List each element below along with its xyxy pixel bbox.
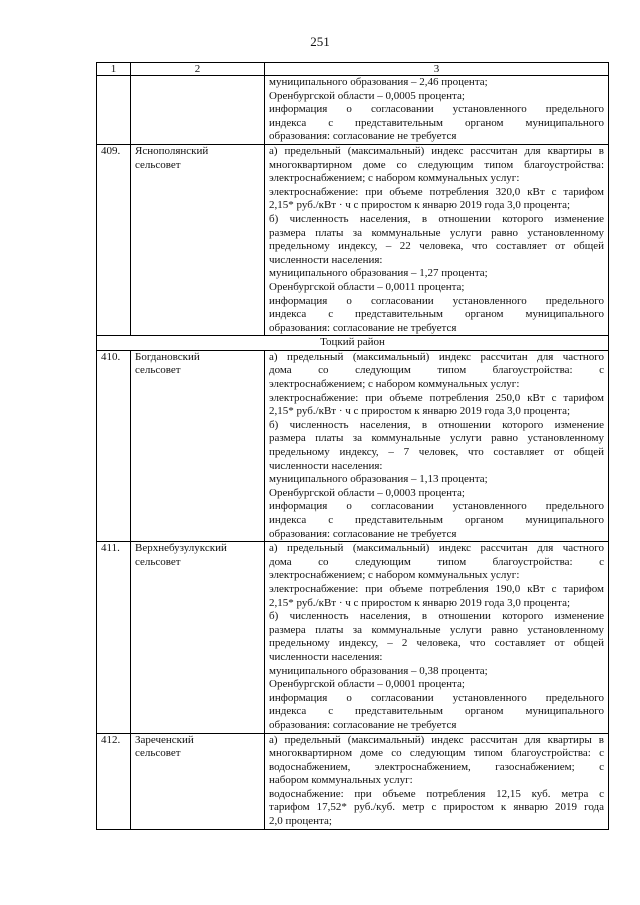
description-line: а) предельный (максимальный) индекс рассчитан для квартиры в bbox=[269, 733, 604, 746]
row-number: 409. bbox=[97, 144, 131, 335]
description-line: размера платы за коммунальные услуги равно установленному bbox=[269, 226, 604, 239]
row-number: 411. bbox=[97, 542, 131, 733]
description-line: набором коммунальных услуг: bbox=[269, 774, 413, 787]
description-line: численности населения: bbox=[269, 253, 383, 266]
table-header-row bbox=[97, 63, 609, 76]
page-number: 251 bbox=[310, 34, 330, 49]
description-line: а) предельный (максимальный) индекс рассчитан для частного bbox=[269, 350, 604, 363]
municipality-name-line: сельсовет bbox=[135, 555, 181, 568]
description-line: электроснабжением; с набором коммунальных услуг: bbox=[269, 378, 520, 391]
description-line: информация о согласовании установленного предельного bbox=[269, 500, 604, 513]
index-description bbox=[265, 350, 609, 541]
description-line: предельному индексу, – 22 человека, что составляет от общей bbox=[269, 240, 604, 253]
description-line: 2,0 процента; bbox=[269, 815, 332, 828]
municipality-name bbox=[131, 542, 265, 733]
description-line: предельному индексу, – 2 человека, что составляет от общей bbox=[269, 637, 604, 650]
description-line: дома со следующим типом благоустройства: с bbox=[269, 555, 604, 568]
description-line: размера платы за коммунальные услуги равно установленному bbox=[269, 432, 604, 445]
index-description bbox=[265, 733, 609, 829]
row-number bbox=[97, 76, 131, 145]
description-line: электроснабжение: при объеме потребления 190,0 кВт с тарифом bbox=[269, 582, 604, 595]
municipality-name-line: сельсовет bbox=[135, 158, 181, 171]
district-section-row bbox=[97, 336, 609, 351]
table-row bbox=[97, 144, 609, 335]
description-line: 2,15* руб./кВт · ч с приростом к январю 2019 года 3,0 процента; bbox=[269, 596, 571, 609]
description-line: образования: согласование не требуется bbox=[269, 321, 457, 334]
description-line: многоквартирном доме со следующим типом благоустройства: bbox=[269, 158, 604, 171]
municipality-name-line: Богдановский bbox=[135, 350, 200, 363]
municipality-name-line: сельсовет bbox=[135, 364, 181, 377]
municipality-name-line: Верхнебузулукский bbox=[135, 542, 227, 555]
index-description bbox=[265, 144, 609, 335]
municipality-name-line: сельсовет bbox=[135, 747, 181, 760]
continuation-row bbox=[97, 76, 609, 145]
header-col-2: 2 bbox=[131, 63, 265, 76]
description-line: Оренбургской области – 0,0003 процента; bbox=[269, 486, 465, 499]
limit-index-table bbox=[96, 62, 609, 830]
description-line: численности населения: bbox=[269, 650, 383, 663]
municipality-name bbox=[131, 733, 265, 829]
row-number: 410. bbox=[97, 350, 131, 541]
district-title: Тоцкий район bbox=[97, 336, 609, 351]
description-line: численности населения: bbox=[269, 459, 383, 472]
description-line: информация о согласовании установленного предельного bbox=[269, 103, 604, 116]
description-line: водоснабжение: при объеме потребления 12,15 куб. метра с bbox=[269, 787, 604, 800]
index-description bbox=[265, 76, 609, 145]
header-col-1: 1 bbox=[97, 63, 131, 76]
description-line: электроснабжением; с набором коммунальных услуг: bbox=[269, 569, 520, 582]
description-line: а) предельный (максимальный) индекс рассчитан для частного bbox=[269, 542, 604, 555]
description-line: муниципального образования – 2,46 процента; bbox=[269, 76, 488, 88]
description-line: б) численность населения, в отношении которого изменение bbox=[269, 212, 604, 225]
description-line: размера платы за коммунальные услуги равно установленному bbox=[269, 623, 604, 636]
municipality-name bbox=[131, 144, 265, 335]
index-description bbox=[265, 542, 609, 733]
description-line: информация о согласовании установленного предельного bbox=[269, 691, 604, 704]
municipality-name bbox=[131, 76, 265, 145]
description-line: многоквартирном доме со следующим типом благоустройства: с bbox=[269, 747, 604, 760]
description-line: индекса с представительным органом муниципального bbox=[269, 116, 604, 129]
description-line: муниципального образования – 0,38 процента; bbox=[269, 664, 488, 677]
description-line: информация о согласовании установленного предельного bbox=[269, 294, 604, 307]
municipality-name-line: Зареченский bbox=[135, 733, 194, 746]
table-row bbox=[97, 733, 609, 829]
description-line: Оренбургской области – 0,0011 процента; bbox=[269, 280, 465, 293]
description-line: Оренбургской области – 0,0005 процента; bbox=[269, 89, 465, 102]
description-line: а) предельный (максимальный) индекс рассчитан для квартиры в bbox=[269, 144, 604, 157]
description-line: водоснабжением, электроснабжением, газоснабжением; с bbox=[269, 760, 604, 773]
description-line: электроснабжение: при объеме потребления 320,0 кВт с тарифом bbox=[269, 185, 604, 198]
municipality-name bbox=[131, 350, 265, 541]
table-row bbox=[97, 542, 609, 733]
description-line: образования: согласование не требуется bbox=[269, 527, 457, 540]
description-line: 2,15* руб./кВт · ч с приростом к январю 2019 года 3,0 процента; bbox=[269, 405, 571, 418]
description-line: предельному индексу, – 7 человек, что составляет от общей bbox=[269, 446, 604, 459]
description-line: Оренбургской области – 0,0001 процента; bbox=[269, 678, 465, 691]
municipality-name-line: Яснополянский bbox=[135, 144, 209, 157]
row-number: 412. bbox=[97, 733, 131, 829]
description-line: образования: согласование не требуется bbox=[269, 718, 457, 731]
description-line: муниципального образования – 1,13 процента; bbox=[269, 473, 488, 486]
description-line: образования: согласование не требуется bbox=[269, 130, 457, 143]
header-col-3: 3 bbox=[265, 63, 609, 76]
table-row bbox=[97, 350, 609, 541]
description-line: б) численность населения, в отношении которого изменение bbox=[269, 610, 604, 623]
description-line: индекса с представительным органом муниципального bbox=[269, 308, 604, 321]
description-line: 2,15* руб./кВт · ч с приростом к январю 2019 года 3,0 процента; bbox=[269, 199, 571, 212]
description-line: индекса с представительным органом муниципального bbox=[269, 514, 604, 526]
description-line: электроснабжением; с набором коммунальных услуг: bbox=[269, 172, 520, 185]
description-line: б) численность населения, в отношении которого изменение bbox=[269, 418, 604, 431]
description-line: индекса с представительным органом муниципального bbox=[269, 705, 604, 718]
description-line: муниципального образования – 1,27 процента; bbox=[269, 267, 488, 280]
description-line: дома со следующим типом благоустройства: с bbox=[269, 364, 604, 377]
description-line: тарифом 17,52* руб./куб. метр с приростом к январю 2019 года bbox=[269, 801, 604, 814]
description-line: электроснабжение: при объеме потребления 250,0 кВт с тарифом bbox=[269, 391, 604, 404]
